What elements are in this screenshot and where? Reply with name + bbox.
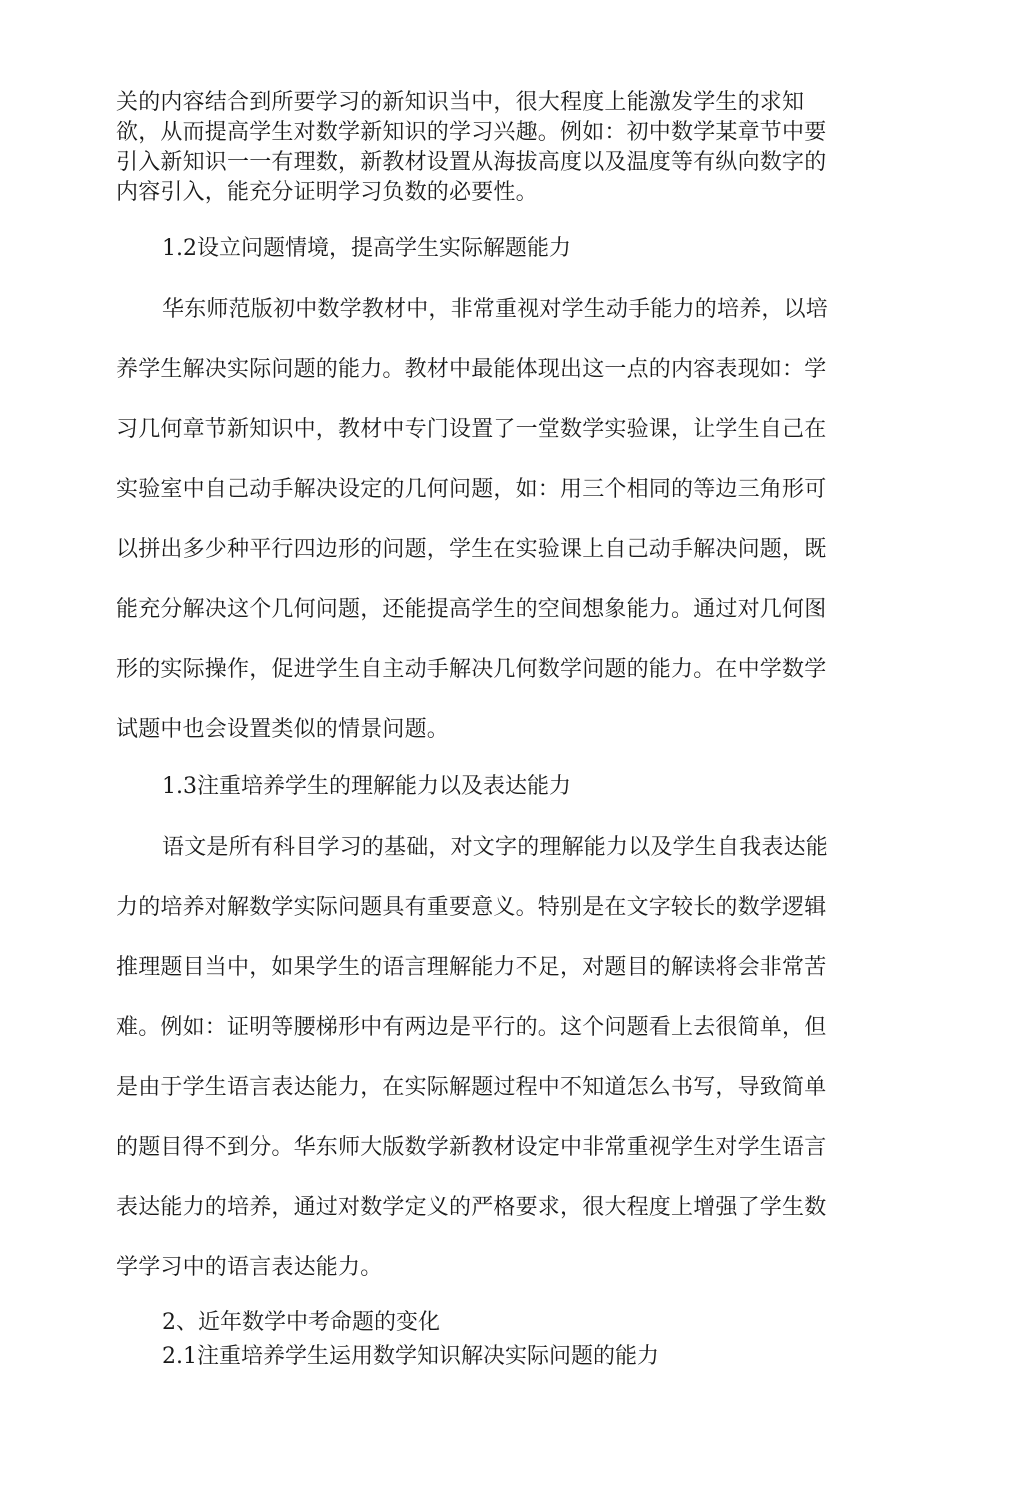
intro-paragraph [116, 88, 856, 208]
text-line: 内容引入，能充分证明学习负数的必要性。 [116, 180, 538, 205]
text-line: 的题目得不到分。华东师大版数学新教材设定中非常重视学生对学生语言 [116, 1135, 827, 1160]
text-line: 学学习中的语言表达能力。 [116, 1255, 383, 1280]
text-line: 习几何章节新知识中，教材中专门设置了一堂数学实验课，让学生自己在 [116, 417, 827, 442]
text-line: 表达能力的培养，通过对数学定义的严格要求，很大程度上增强了学生数 [116, 1195, 827, 1220]
text-line: 力的培养对解数学实际问题具有重要意义。特别是在文字较长的数学逻辑 [116, 895, 827, 920]
section-heading-2-1: 2.1注重培养学生运用数学知识解决实际问题的能力 [162, 1344, 659, 1369]
text-line: 欲，从而提高学生对数学新知识的学习兴趣。例如：初中数学某章节中要 [116, 120, 827, 145]
text-line: 实验室中自己动手解决设定的几何问题，如：用三个相同的等边三角形可 [116, 477, 827, 502]
text-line: 养学生解决实际问题的能力。教材中最能体现出这一点的内容表现如：学 [116, 357, 827, 382]
text-line: 能充分解决这个几何问题，还能提高学生的空间想象能力。通过对几何图 [116, 597, 827, 622]
text-line: 华东师范版初中数学教材中，非常重视对学生动手能力的培养，以培 [162, 297, 829, 322]
text-line: 引入新知识一一有理数，新教材设置从海拔高度以及温度等有纵向数字的 [116, 150, 827, 175]
text-line: 试题中也会设置类似的情景问题。 [116, 717, 450, 742]
section-heading-1-2: 1.2设立问题情境，提高学生实际解题能力 [162, 236, 571, 261]
section-heading-2: 2、近年数学中考命题的变化 [162, 1310, 440, 1335]
text-line: 以拼出多少种平行四边形的问题，学生在实验课上自己动手解决问题，既 [116, 537, 827, 562]
text-line: 是由于学生语言表达能力，在实际解题过程中不知道怎么书写，导致简单 [116, 1075, 827, 1100]
section-1-2-paragraph [116, 280, 856, 760]
text-line: 推理题目当中，如果学生的语言理解能力不足，对题目的解读将会非常苦 [116, 955, 827, 980]
section-1-3-paragraph [116, 818, 856, 1298]
text-line: 关的内容结合到所要学习的新知识当中，很大程度上能激发学生的求知 [116, 90, 805, 115]
text-line: 语文是所有科目学习的基础，对文字的理解能力以及学生自我表达能 [162, 835, 829, 860]
text-line: 难。例如：证明等腰梯形中有两边是平行的。这个问题看上去很简单，但 [116, 1015, 827, 1040]
section-heading-1-3: 1.3注重培养学生的理解能力以及表达能力 [162, 774, 571, 799]
text-line: 形的实际操作，促进学生自主动手解决几何数学问题的能力。在中学数学 [116, 657, 827, 682]
